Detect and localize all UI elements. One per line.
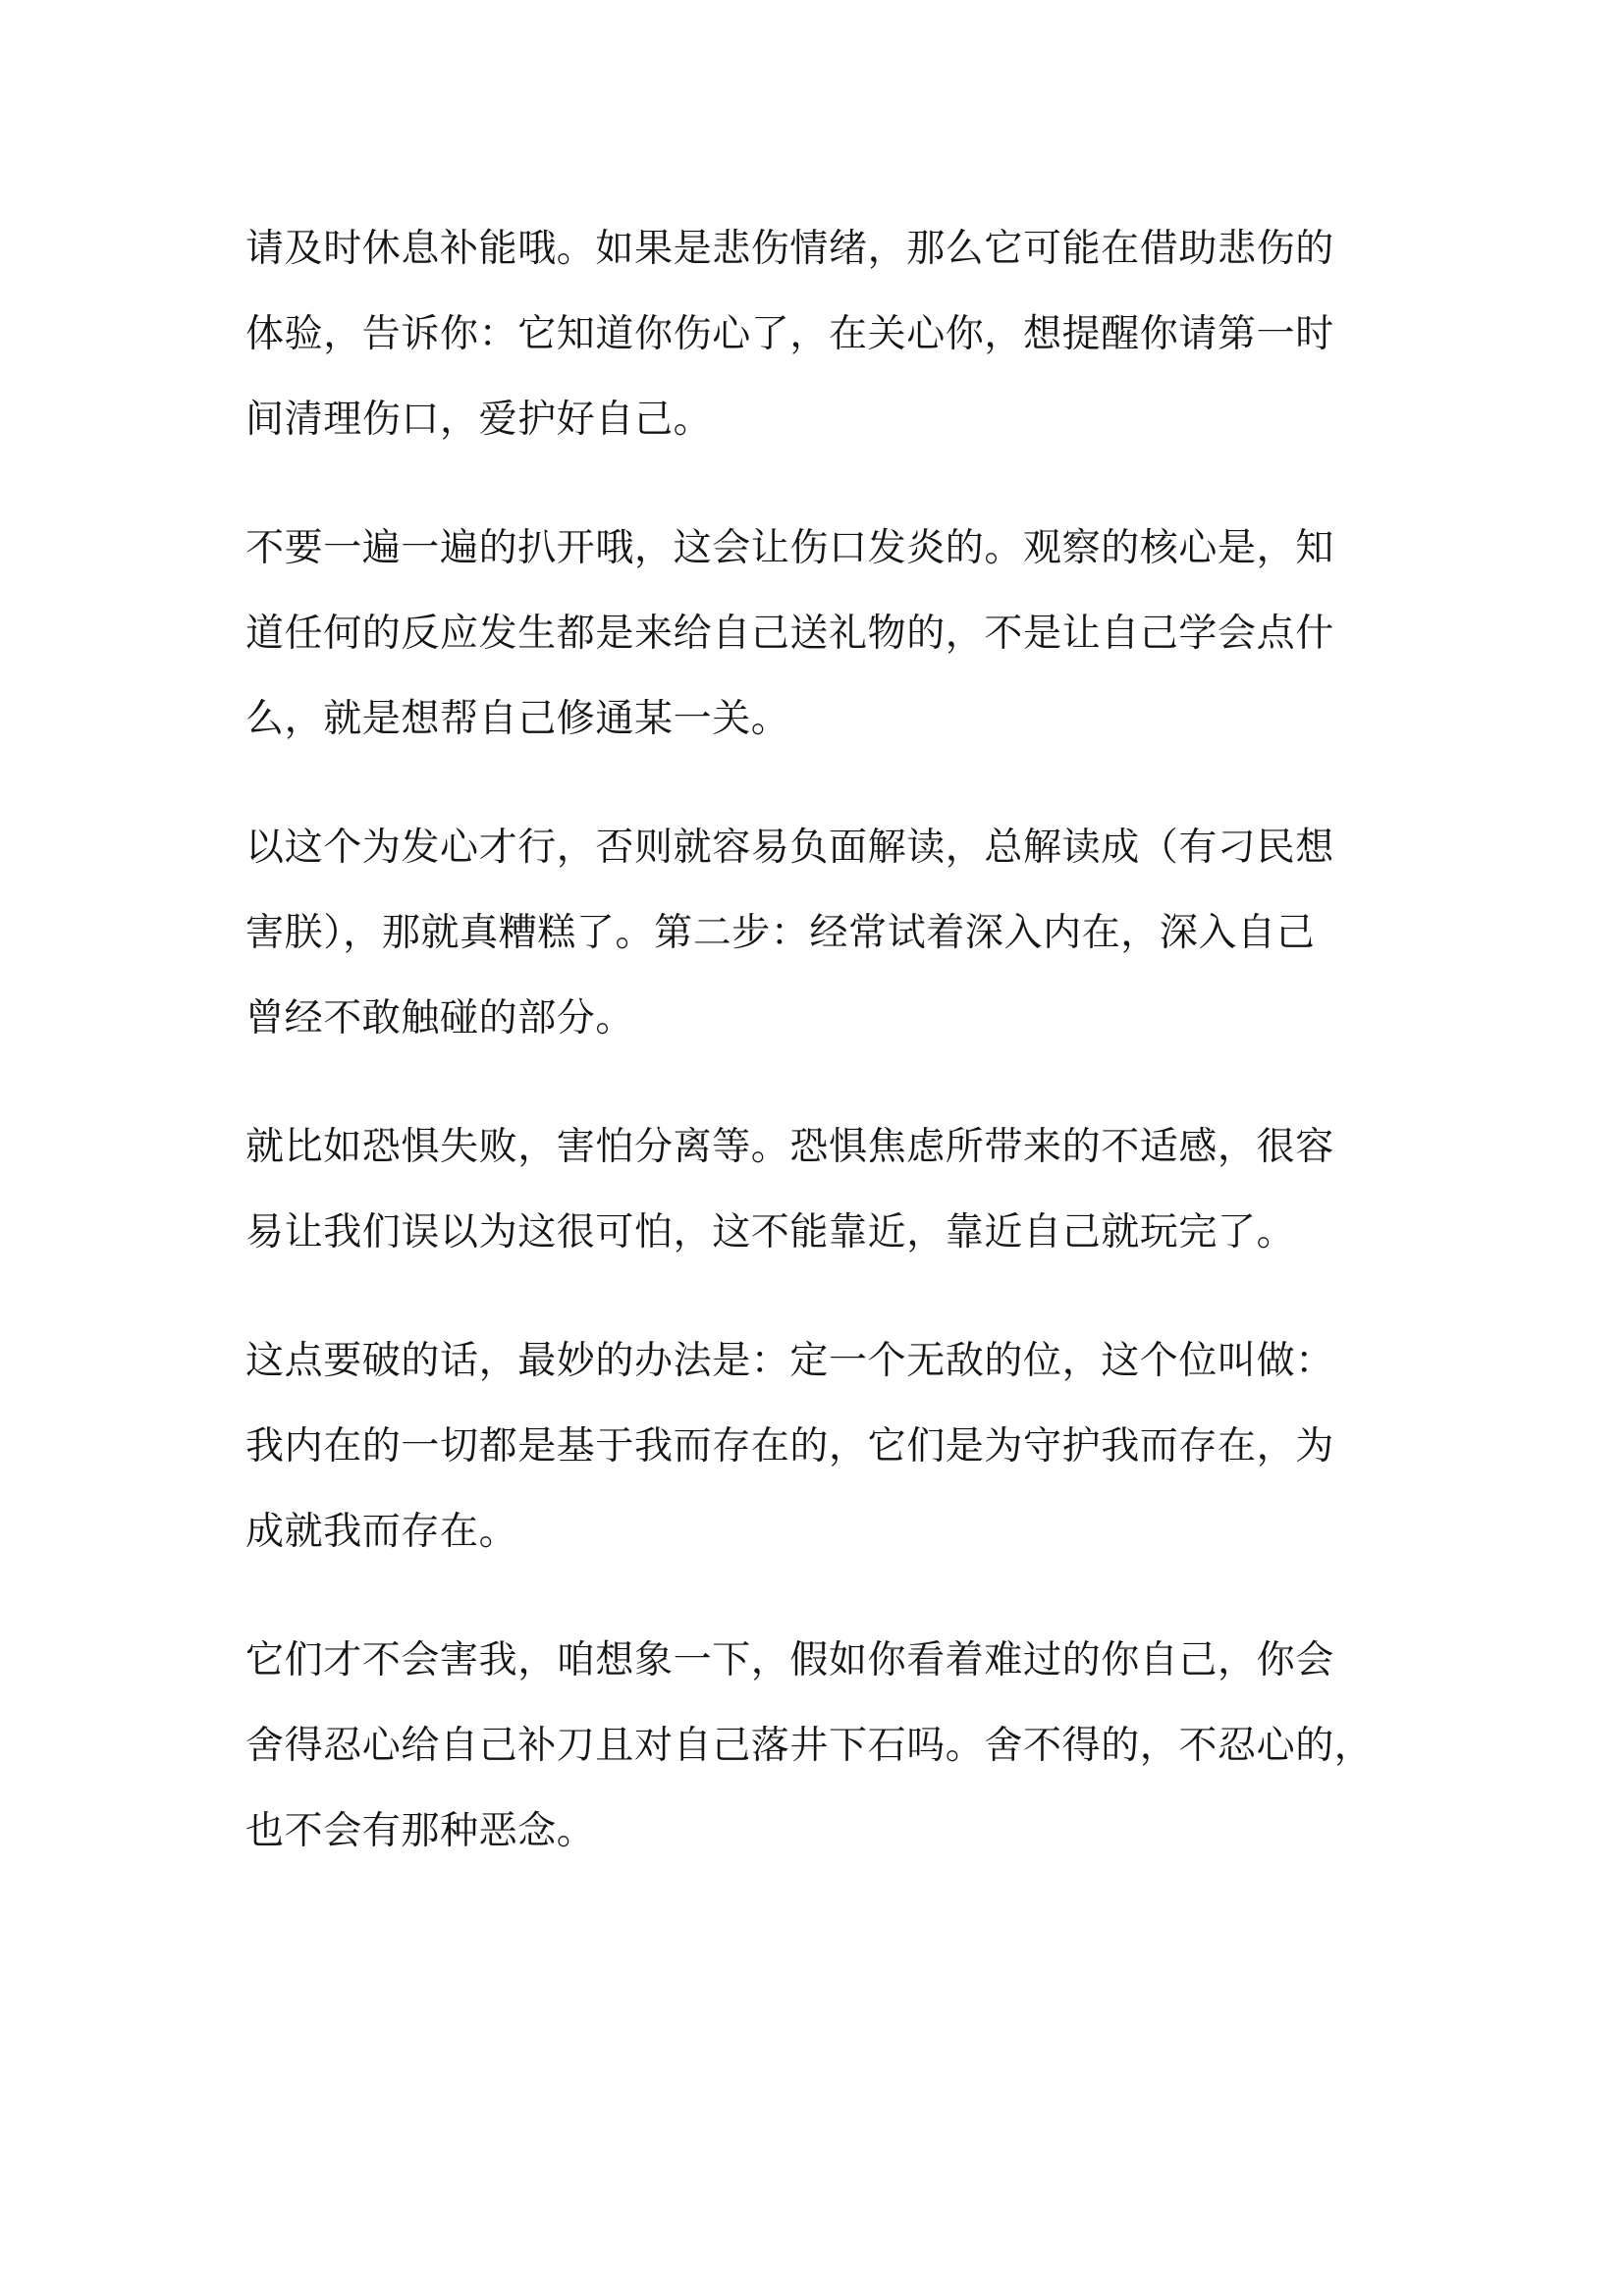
text-line: 这点要破的话，最妙的办法是：定一个无敌的位，这个位叫做： <box>245 1339 1334 1383</box>
text-line: 易让我们误以为这很可怕，这不能靠近，靠近自己就玩完了。 <box>245 1210 1296 1255</box>
paragraph-4 <box>245 1104 1384 1275</box>
text-line: 它们才不会害我，咱想象一下，假如你看着难过的你自己，你会 <box>245 1638 1334 1682</box>
paragraph-3 <box>245 805 1384 1061</box>
text-line: 请及时休息补能哦。如果是悲伤情绪，那么它可能在借助悲伤的 <box>245 227 1334 271</box>
text-line: 就比如恐惧失败，害怕分离等。恐惧焦虑所带来的不适感，很容 <box>245 1125 1334 1169</box>
text-line: 成就我而存在。 <box>245 1510 518 1554</box>
paragraph-6 <box>245 1618 1384 1874</box>
text-line: 间清理伤口，爱护好自己。 <box>245 398 713 442</box>
text-line: 么，就是想帮自己修通某一关。 <box>245 697 790 741</box>
text-line: 舍得忍心给自己补刀且对自己落井下石吗。舍不得的，不忍心的， <box>245 1724 1374 1768</box>
document-body <box>245 206 1384 1917</box>
text-line: 我内在的一切都是基于我而存在的，它们是为守护我而存在，为 <box>245 1424 1334 1468</box>
paragraph-5 <box>245 1318 1384 1575</box>
paragraph-2 <box>245 506 1384 762</box>
text-line: 道任何的反应发生都是来给自己送礼物的，不是让自己学会点什 <box>245 612 1334 656</box>
text-line: 害朕），那就真糟糕了。第二步：经常试着深入内在，深入自己 <box>245 911 1316 955</box>
text-line: 体验，告诉你：它知道你伤心了，在关心你，想提醒你请第一时 <box>245 312 1334 356</box>
text-line: 不要一遍一遍的扒开哦，这会让伤口发炎的。观察的核心是，知 <box>245 526 1334 570</box>
text-line: 也不会有那种恶念。 <box>245 1809 596 1853</box>
paragraph-1 <box>245 206 1384 462</box>
text-line: 以这个为发心才行，否则就容易负面解读，总解读成（有刁民想 <box>245 826 1334 870</box>
text-line: 曾经不敢触碰的部分。 <box>245 996 635 1041</box>
